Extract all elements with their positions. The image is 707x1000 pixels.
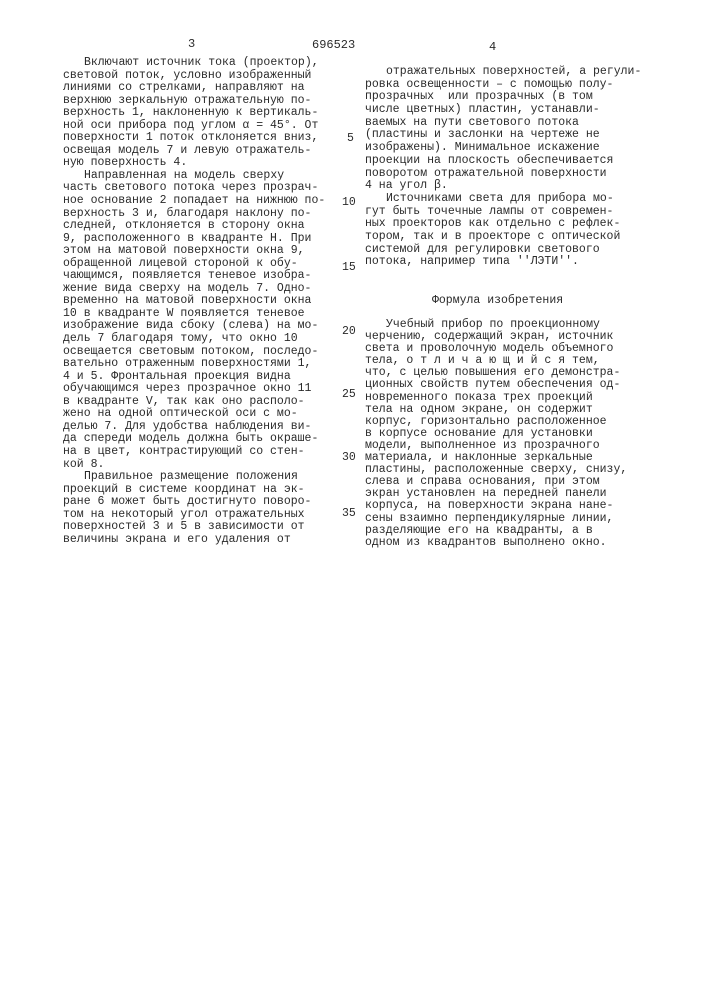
text-line: делью 7. Для удобства наблюдения ви- — [63, 421, 325, 434]
paragraph — [63, 57, 325, 170]
line-number: 35 — [342, 507, 356, 520]
text-line: одном из квадрантов выполнено окно. — [365, 537, 627, 549]
text-line: системой для регулировки светового — [365, 244, 641, 257]
line-number: 10 — [342, 196, 356, 209]
text-line: освещая модель 7 и левую отражатель- — [63, 145, 325, 158]
text-line: изображение вида сбоку (слева) на мо- — [63, 320, 325, 333]
text-line: прозрачных или прозрачных (в том — [365, 91, 641, 104]
text-line: корпуса, на поверхности экрана нане- — [365, 500, 627, 512]
text-line: ционных свойств путем обеспечения од- — [365, 379, 627, 391]
right-column — [365, 66, 641, 269]
text-line: линиями со стрелками, направляют на — [63, 82, 325, 95]
text-line: 9, расположенного в квадранте Н. При — [63, 233, 325, 246]
text-line: тела, о т л и ч а ю щ и й с я тем, — [365, 355, 627, 367]
text-line: следней, отклоняется в сторону окна — [63, 220, 325, 233]
text-line: 4 на угол β. — [365, 180, 641, 193]
left-column — [63, 57, 325, 546]
text-line: ную поверхность 4. — [63, 157, 325, 170]
text-line: чающимся, появляется теневое изобра- — [63, 270, 325, 283]
paragraph — [63, 471, 325, 546]
text-line: освещается световым потоком, последо- — [63, 346, 325, 359]
text-line: черчению, содержащий экран, источник — [365, 331, 627, 343]
text-line: ране 6 может быть достигнуто поворо- — [63, 496, 325, 509]
text-line: обращенной лицевой стороной к обу- — [63, 258, 325, 271]
text-line: поверхности 1 поток отклоняется вниз, — [63, 132, 325, 145]
text-line: дель 7 благодаря тому, что окно 10 — [63, 333, 325, 346]
text-line: обучающимся через прозрачное окно 11 — [63, 383, 325, 396]
text-line: жение вида сверху на модель 7. Одно- — [63, 283, 325, 296]
text-line: временно на матовой поверхности окна — [63, 295, 325, 308]
text-line: этом на матовой поверхности окна 9, — [63, 245, 325, 258]
text-line: в корпусе основание для установки — [365, 428, 627, 440]
text-line: материала, и наклонные зеркальные — [365, 452, 627, 464]
text-line: проекций в системе координат на эк- — [63, 484, 325, 497]
text-line: ваемых на пути светового потока — [365, 117, 641, 130]
text-line: 4 и 5. Фронтальная проекция видна — [63, 371, 325, 384]
text-line: Источниками света для прибора мо- — [365, 193, 641, 206]
text-line: световой поток, условно изображенный — [63, 70, 325, 83]
text-line: ных проекторов как отдельно с рефлек- — [365, 218, 641, 231]
text-line: изображены). Минимальное искажение — [365, 142, 641, 155]
text-line: на в цвет, контрастирующий со стен- — [63, 446, 325, 459]
claim-text — [365, 319, 627, 549]
text-line: корпус, горизонтально расположенное — [365, 416, 627, 428]
text-line: верхность 3 и, благодаря наклону по- — [63, 208, 325, 221]
line-number: 25 — [342, 388, 356, 401]
text-line: пластины, расположенные сверху, снизу, — [365, 464, 627, 476]
text-line: тором, так и в проекторе с оптической — [365, 231, 641, 244]
text-line: света и проволочную модель объемного — [365, 343, 627, 355]
text-line: кой 8. — [63, 459, 325, 472]
text-line: том на некоторый угол отражательных — [63, 509, 325, 522]
text-line: поворотом отражательной поверхности — [365, 168, 641, 181]
text-line: гут быть точечные лампы от современ- — [365, 206, 641, 219]
paragraph — [63, 170, 325, 471]
text-line: да спереди модель должна быть окраше- — [63, 433, 325, 446]
page-number-left: 3 — [188, 37, 195, 51]
line-number: 30 — [342, 451, 356, 464]
paragraph — [365, 319, 627, 549]
text-line: в квадранте V, так как оно располо- — [63, 396, 325, 409]
text-line: отражательных поверхностей, а регули- — [365, 66, 641, 79]
patent-number: 696523 — [312, 38, 355, 52]
line-number: 20 — [342, 325, 356, 338]
page-number-right: 4 — [489, 40, 496, 54]
text-line: верхнюю зеркальную отражательную по- — [63, 95, 325, 108]
text-line: ровка освещенности – с помощью полу- — [365, 79, 641, 92]
paragraph — [365, 193, 641, 269]
text-line: верхность 1, наклоненную к вертикаль- — [63, 107, 325, 120]
text-line: величины экрана и его удаления от — [63, 534, 325, 547]
text-line: 10 в квадранте W появляется теневое — [63, 308, 325, 321]
text-line: новременного показа трех проекций — [365, 392, 627, 404]
text-line: ной оси прибора под углом α = 45°. От — [63, 120, 325, 133]
text-line: Включают источник тока (проектор), — [63, 57, 325, 70]
text-line: проекции на плоскость обеспечивается — [365, 155, 641, 168]
text-line: жено на одной оптической оси с мо- — [63, 408, 325, 421]
line-number: 15 — [342, 261, 356, 274]
text-line: экран установлен на передней панели — [365, 488, 627, 500]
line-number: 5 — [347, 132, 354, 145]
text-line: поверхностей 3 и 5 в зависимости от — [63, 521, 325, 534]
text-line: числе цветных) пластин, устанавли- — [365, 104, 641, 117]
claim-heading: Формула изобретения — [432, 294, 563, 307]
text-line: модели, выполненное из прозрачного — [365, 440, 627, 452]
text-line: разделяющие его на квадранты, а в — [365, 525, 627, 537]
text-line: Направленная на модель сверху — [63, 170, 325, 183]
text-line: Учебный прибор по проекционному — [365, 319, 627, 331]
text-line: слева и справа основания, при этом — [365, 476, 627, 488]
text-line: ное основание 2 попадает на нижнюю по- — [63, 195, 325, 208]
text-line: тела на одном экране, он содержит — [365, 404, 627, 416]
text-line: сены взаимно перпендикулярные линии, — [365, 513, 627, 525]
text-line: часть светового потока через прозрач- — [63, 182, 325, 195]
paragraph — [365, 66, 641, 193]
text-line: (пластины и заслонки на чертеже не — [365, 129, 641, 142]
text-line: что, с целью повышения его демонстра- — [365, 367, 627, 379]
text-line: Правильное размещение положения — [63, 471, 325, 484]
text-line: потока, например типа ''ЛЭТИ''. — [365, 256, 641, 269]
text-line: вательно отраженным поверхностями 1, — [63, 358, 325, 371]
